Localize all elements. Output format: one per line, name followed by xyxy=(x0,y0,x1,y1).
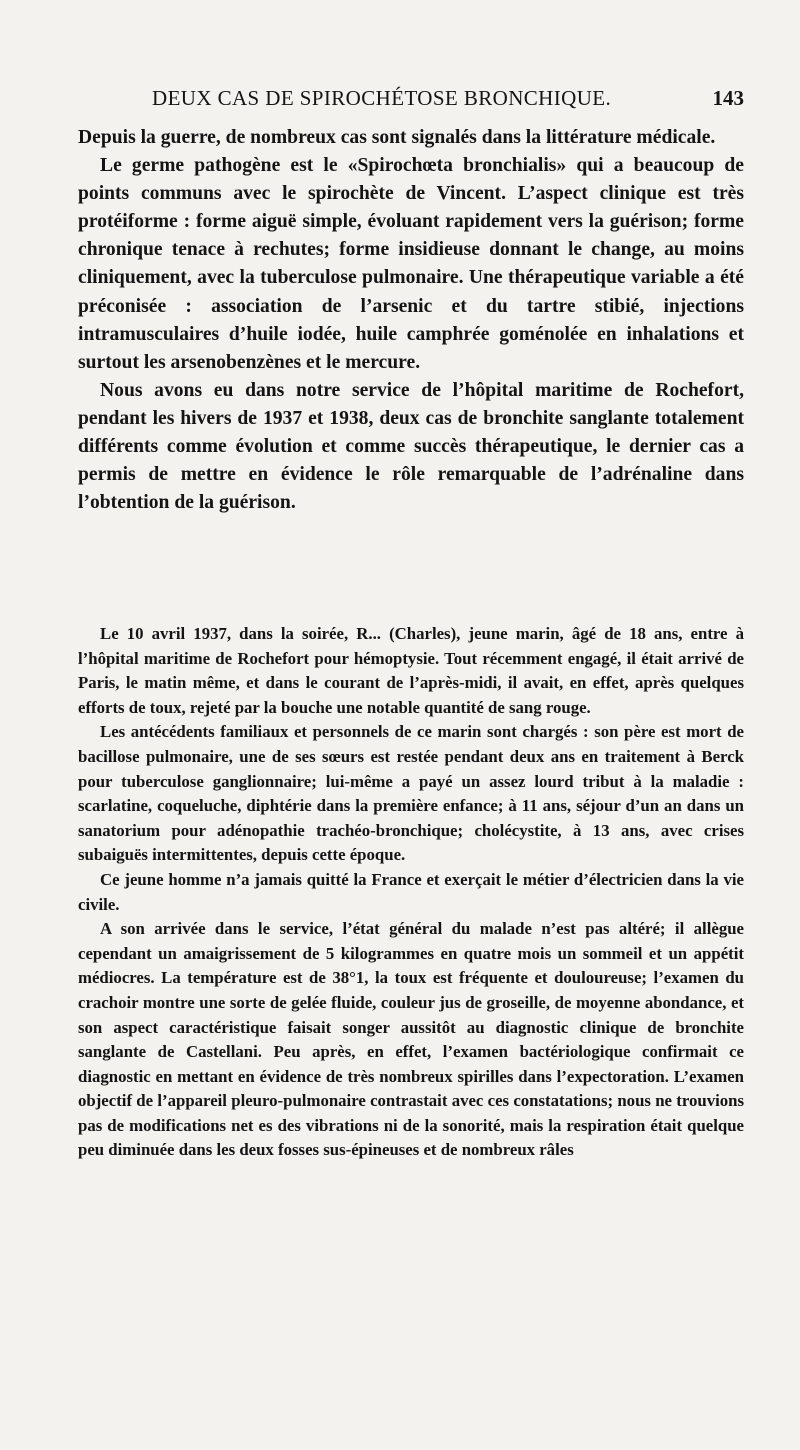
running-title: DEUX CAS DE SPIROCHÉTOSE BRONCHIQUE. xyxy=(152,86,612,110)
intro-paragraph: Le germe pathogène est le «Spirochœta bronchialis» qui a beaucoup de points communs avec le spirochète de Vincent. L’aspect clinique est très protéiforme : forme aiguë simple, évoluant rapidement vers la guérison; forme chronique tenace à rechutes; forme insidieuse donnant le change, au moins cliniquement, avec la tuberculose pulmonaire. Une thérapeutique variable a été préconisée : association de l’arsenic et du tartre stibié, injections intramusculaires d’huile iodée, huile camphrée goménolée en inhalations et surtout les arsenobenzènes et le mercure. xyxy=(78,155,744,373)
intro-section xyxy=(78,124,744,517)
case-report-section xyxy=(78,622,744,1163)
case-paragraph: Le 10 avril 1937, dans la soirée, R... (Charles), jeune marin, âgé de 18 ans, entre à l’hôpital maritime de Rochefort pour hémoptysie. Tout récemment engagé, il était arrivé de Paris, le matin même, et dans le courant de l’après-midi, il avait, en effet, après quelques efforts de toux, rejeté par la bouche une notable quantité de sang rouge. xyxy=(78,624,744,717)
case-paragraph: A son arrivée dans le service, l’état général du malade n’est pas altéré; il allègue cependant un amaigrissement de 5 kilogrammes en quatre mois un sommeil et un appétit médiocres. La température est de 38°1, la toux est fréquente et douloureuse; l’examen du crachoir montre une sorte de gelée fluide, couleur jus de groseille, de moyenne abondance, et son aspect caractéristique faisait songer aussitôt au diagnostic clinique de bronchite sanglante de Castellani. Peu après, en effet, l’examen bactériologique confirmait ce diagnostic en mettant en évidence de très nombreux spirilles dans l’expectoration. L’examen objectif de l’appareil pleuro-pulmonaire contrastait avec ces constatations; nous ne trouvions pas de modifications net es des vibrations ni de la sonorité, mais la respiration était quelque peu diminuée dans les deux fosses sus-épineuses et de nombreux râles xyxy=(78,919,744,1160)
page-header xyxy=(78,86,744,116)
case-paragraph: Les antécédents familiaux et personnels de ce marin sont chargés : son père est mort de bacillose pulmonaire, une de ses sœurs est restée pendant deux ans en traitement à Berck pour tuberculose ganglionnaire; lui-même a payé un assez lourd tribut à la maladie : scarlatine, coqueluche, diphtérie dans la première enfance; à 11 ans, séjour d’un an dans un sanatorium pour adénopathie trachéo-bronchique; cholécystite, à 13 ans, avec crises subaiguës intermittentes, depuis cette époque. xyxy=(78,722,744,865)
intro-paragraph: Nous avons eu dans notre service de l’hôpital maritime de Rochefort, pendant les hivers de 1937 et 1938, deux cas de bronchite sanglante totalement différents comme évolution et comme succès thérapeutique, le dernier cas a permis de mettre en évidence le rôle remarquable de l’adrénaline dans l’obtention de la guérison. xyxy=(78,379,744,514)
page-number: 143 xyxy=(712,86,744,110)
case-paragraph: Ce jeune homme n’a jamais quitté la France et exerçait le métier d’électricien dans la vie civile. xyxy=(78,869,744,914)
intro-paragraph: Depuis la guerre, de nombreux cas sont signalés dans la littérature médicale. xyxy=(78,127,716,148)
